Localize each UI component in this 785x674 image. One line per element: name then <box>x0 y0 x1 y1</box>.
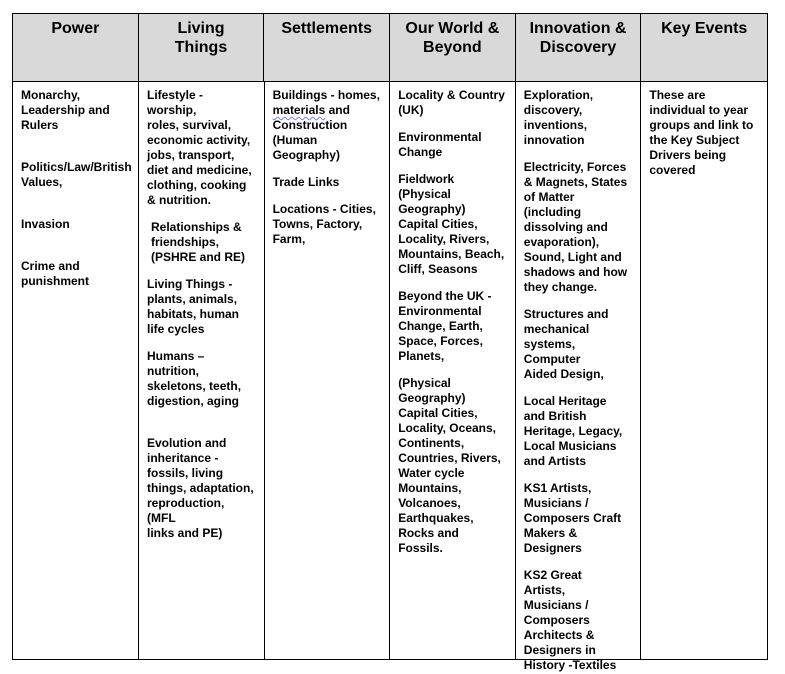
column-living-things <box>139 82 265 659</box>
header-living-things-label: Living Things <box>174 20 228 56</box>
living-entry-humans: Humans – nutrition, skeletons, teeth, digestion, aging <box>147 349 242 408</box>
settlements-buildings-prefix: Buildings - homes, <box>272 88 380 102</box>
world-entry-locality: Locality & Country (UK) <box>398 88 505 117</box>
table-body-row <box>13 82 767 672</box>
world-entry-beyond-uk: Beyond the UK - Environmental Change, Earth, Space, Forces, Planets, <box>398 289 492 363</box>
innovation-entry-structures: Structures and mechanical systems, Computer Aided Design, <box>523 307 609 381</box>
header-our-world-beyond-label: Our World & Beyond <box>405 20 500 56</box>
power-entry-crime: Crime and punishment <box>21 259 89 288</box>
column-power <box>13 82 139 659</box>
header-power <box>13 14 139 81</box>
header-innovation-discovery <box>516 14 642 81</box>
curriculum-drivers-table <box>12 13 768 672</box>
living-entry-relationships: Relationships & friendships, (PSHRE and RE) <box>151 220 246 264</box>
living-entry-living-things: Living Things - plants, animals, habitats, human life cycles <box>147 277 240 336</box>
innovation-entry-ks1: KS1 Artists, Musicians / Composers Craft Makers & Designers <box>523 481 622 555</box>
world-entry-environmental: Environmental Change <box>398 130 482 159</box>
settlements-buildings-suffix: and Construction (Human Geography) <box>272 103 350 162</box>
column-our-world-beyond <box>390 82 516 659</box>
header-settlements <box>264 14 390 81</box>
innovation-entry-exploration: Exploration, discovery, inventions, innovation <box>523 88 594 147</box>
column-key-events <box>641 82 767 659</box>
column-innovation-discovery <box>516 82 642 672</box>
living-entry-lifestyle: Lifestyle - worship, roles, survival, economic activity, jobs, transport, diet and medicine, clothing, cooking & nutrition. <box>147 88 252 207</box>
power-entry-invasion: Invasion <box>21 217 70 231</box>
innovation-entry-heritage: Local Heritage and British Heritage, Legacy, Local Musicians and Artists <box>523 394 623 468</box>
power-entry-monarchy: Monarchy, Leadership and Rulers <box>21 88 110 132</box>
settlements-buildings-spellcheck-word: materials <box>272 103 326 117</box>
column-settlements <box>265 82 391 659</box>
header-living-things <box>139 14 265 81</box>
header-settlements-label: Settlements <box>281 20 373 37</box>
innovation-entry-ks2: KS2 Great Artists, Musicians / Composers Architects & Designers in History -Textiles <box>523 568 617 672</box>
header-key-events <box>641 14 767 81</box>
innovation-entry-electricity: Electricity, Forces & Magnets, States of Matter (including dissolving and evaporation), Sound, Light and shadows and how they change. <box>523 160 628 294</box>
header-innovation-discovery-label: Innovation & Discovery <box>529 20 627 56</box>
header-power-label: Power <box>51 20 100 37</box>
world-entry-physical-geography: (Physical Geography) Capital Cities, Locality, Oceans, Continents, Countries, Rivers, Water cycle Mountains, Volcanoes, Earthquakes, Rocks and Fossils. <box>398 376 501 555</box>
key-events-entry: These are individual to year groups and link to the Key Subject Drivers being covered <box>649 88 754 177</box>
settlements-entry-locations: Locations - Cities, Towns, Factory, Farm, <box>272 202 376 246</box>
settlements-entry-trade: Trade Links <box>272 175 340 189</box>
living-entry-evolution: Evolution and inheritance - fossils, living things, adaptation, reproduction, (MFL links and PE) <box>147 436 254 540</box>
header-our-world-beyond <box>390 14 516 81</box>
table-header-row <box>13 14 767 82</box>
world-entry-fieldwork: Fieldwork (Physical Geography) Capital Cities, Locality, Rivers, Mountains, Beach, Cliff, Seasons <box>398 172 505 276</box>
header-key-events-label: Key Events <box>661 20 748 37</box>
settlements-entry-buildings <box>273 88 382 163</box>
power-entry-politics: Politics/Law/British Values, <box>21 160 132 189</box>
